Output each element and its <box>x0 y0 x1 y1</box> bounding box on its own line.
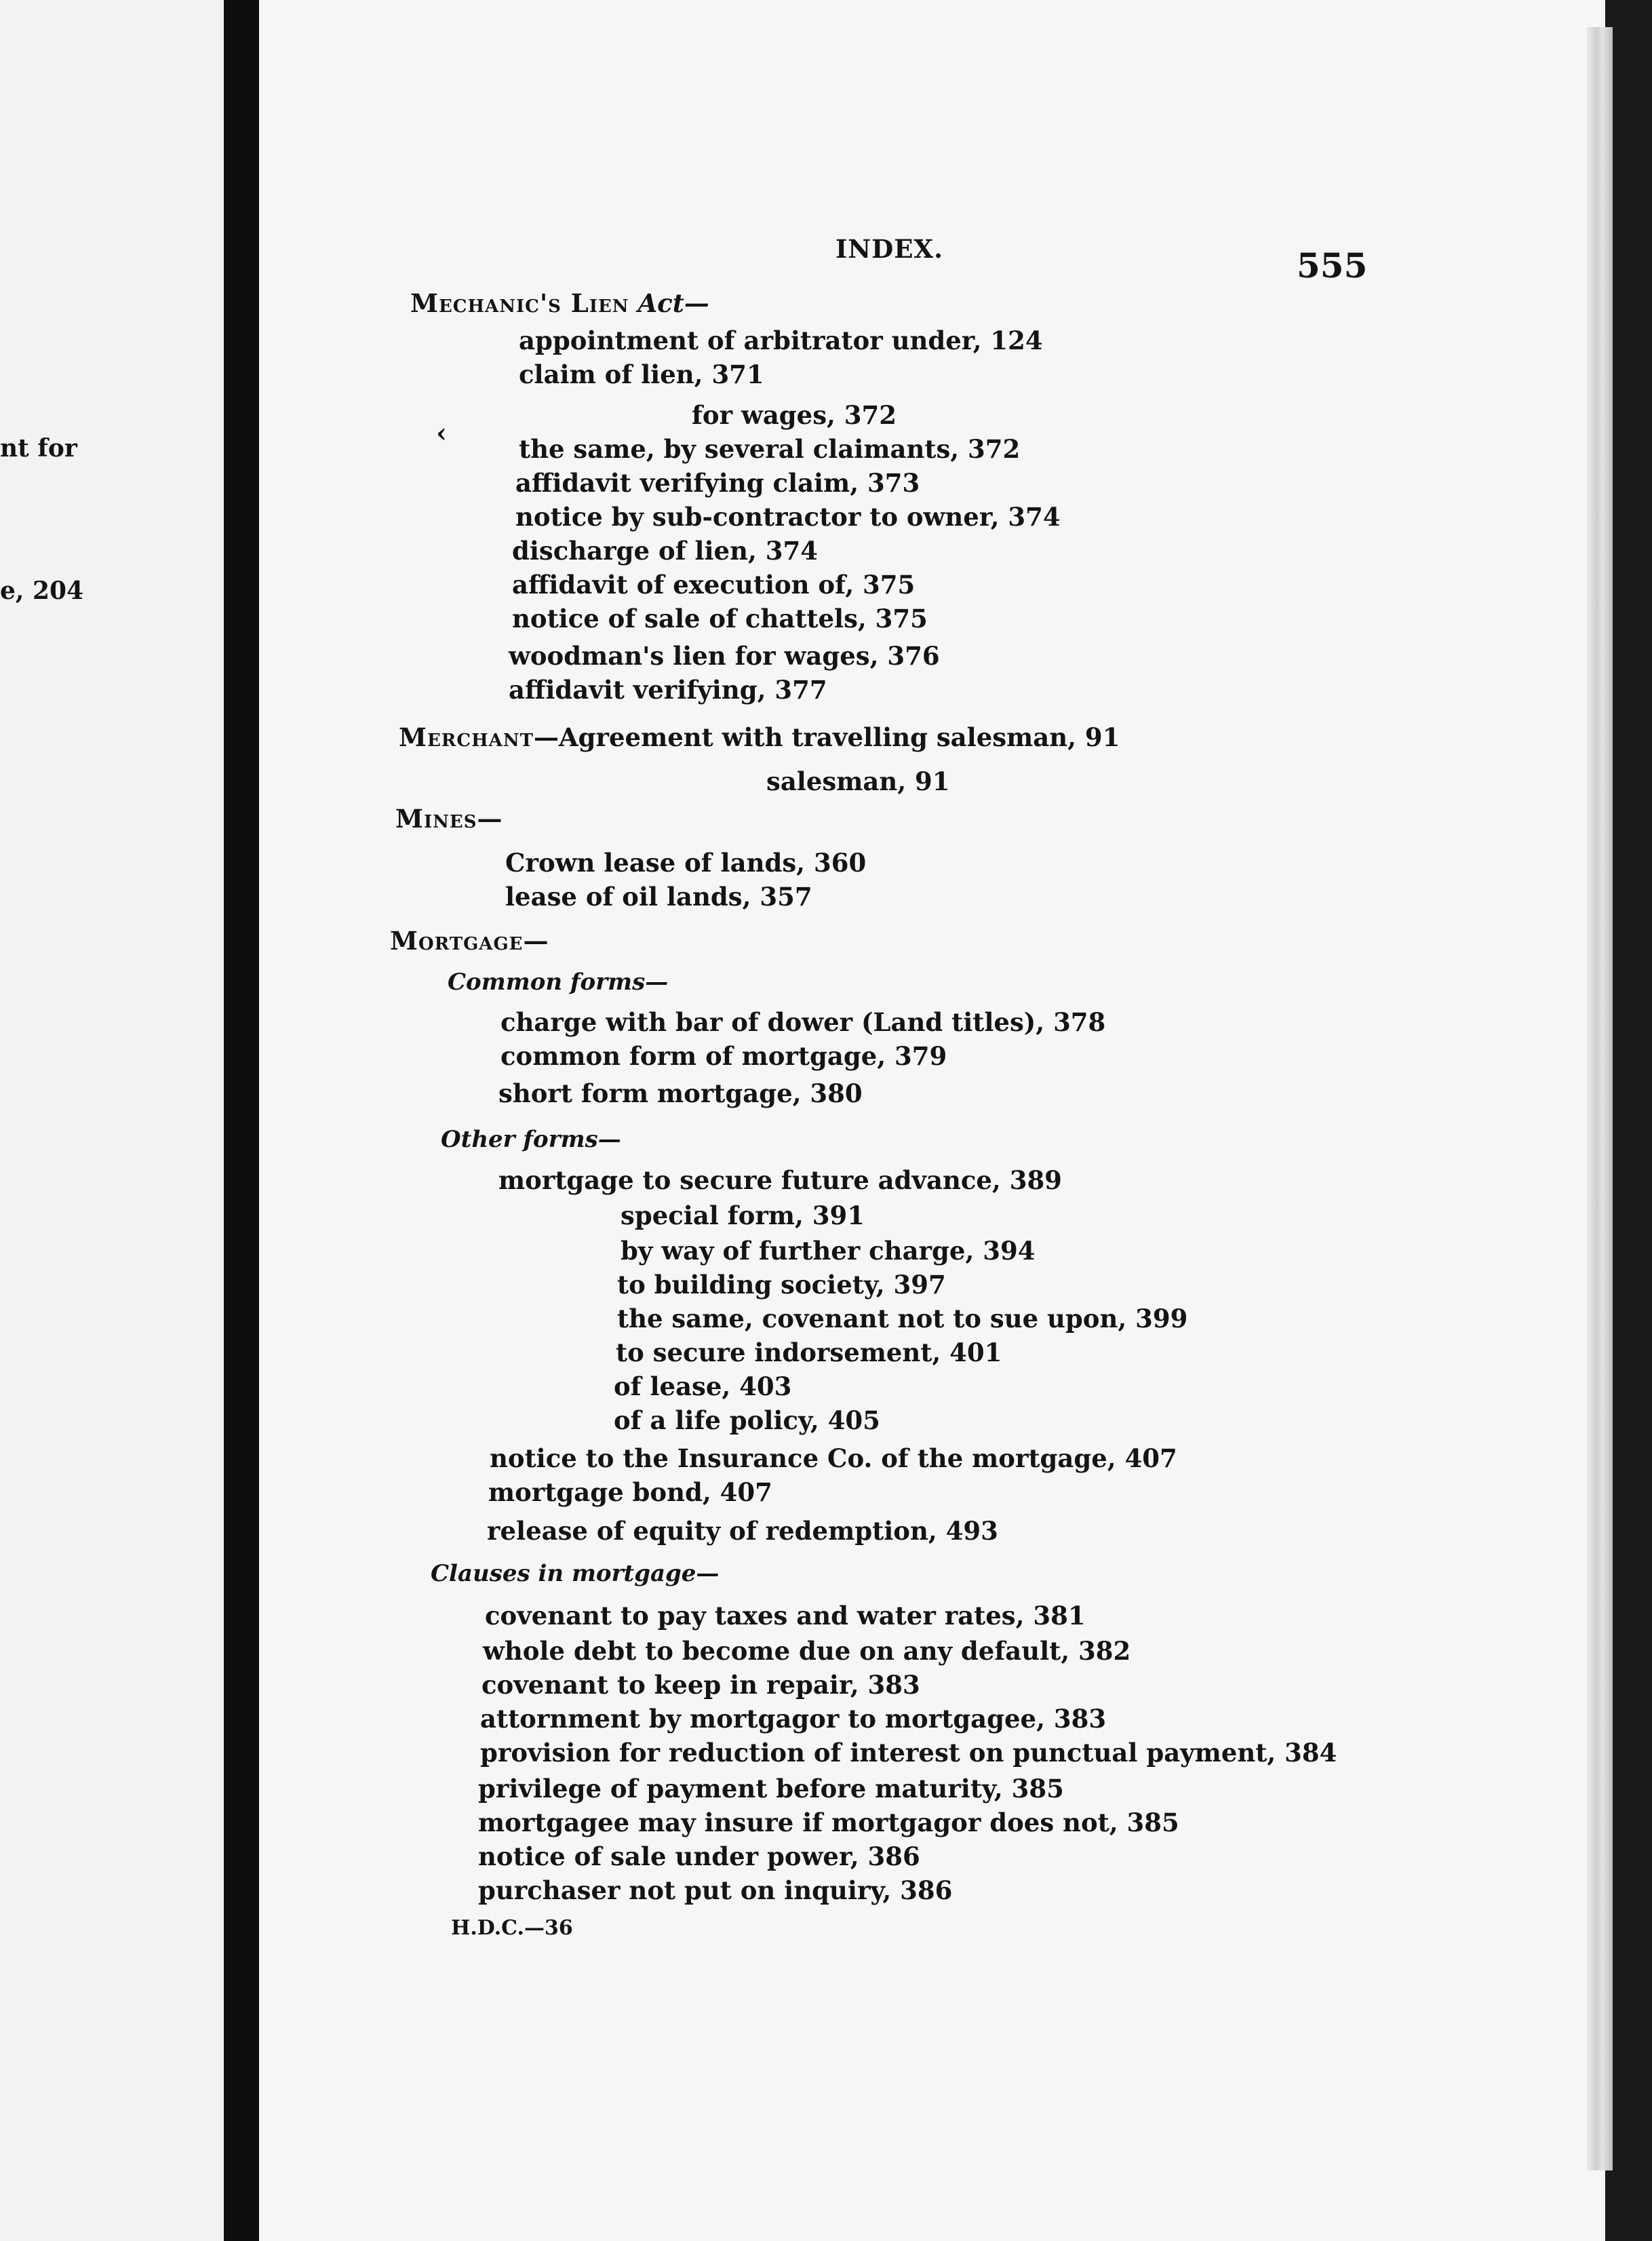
index-subentry: short form mortgage, 380 <box>498 1078 863 1108</box>
index-subentry: privilege of payment before maturity, 385 <box>478 1774 1064 1804</box>
index-subentry: woodman's lien for wages, 376 <box>509 641 940 671</box>
printer-signature: H.D.C.—36 <box>451 1916 573 1940</box>
page-edge <box>1587 27 1613 2170</box>
index-subentry: mortgagee may insure if mortgagor does not, 385 <box>478 1808 1179 1837</box>
index-subheading-other-forms: Other forms— <box>441 1126 621 1153</box>
stray-mark: ‹ <box>436 417 447 449</box>
index-subentry: attornment by mortgagor to mortgagee, 383 <box>480 1704 1107 1734</box>
page-number: 555 <box>1297 246 1368 286</box>
index-subentry: to building society, 397 <box>617 1270 946 1300</box>
index-subheading-clauses: Clauses in mortgage— <box>431 1560 720 1587</box>
left-page-line: e, 204 <box>0 577 84 605</box>
index-subentry: notice to the Insurance Co. of the mortgage, 407 <box>490 1443 1177 1473</box>
index-subentry: covenant to keep in repair, 383 <box>481 1670 920 1700</box>
index-subentry: common form of mortgage, 379 <box>500 1041 947 1071</box>
left-page-line: nt for <box>0 434 77 463</box>
index-subentry: of a life policy, 405 <box>614 1405 880 1435</box>
index-subentry: mortgage bond, 407 <box>488 1477 772 1507</box>
index-subentry: notice of sale under power, 386 <box>478 1841 920 1871</box>
index-subentry: the same, by several claimants, 372 <box>519 434 1021 464</box>
index-subentry: purchaser not put on inquiry, 386 <box>478 1875 953 1905</box>
index-subentry: provision for reduction of interest on punctual payment, 384 <box>480 1738 1337 1768</box>
index-subentry: for wages, 372 <box>692 400 897 430</box>
page-header: INDEX. <box>835 234 944 264</box>
index-subentry: notice by sub-contractor to owner, 374 <box>515 502 1061 532</box>
index-subentry: special form, 391 <box>621 1201 865 1230</box>
index-subentry: Crown lease of lands, 360 <box>505 848 867 878</box>
index-subentry: covenant to pay taxes and water rates, 381 <box>485 1601 1086 1631</box>
index-heading-mechanics-lien: Mechanic's Lien Act— <box>410 288 709 318</box>
index-subentry: lease of oil lands, 357 <box>505 882 812 912</box>
book-gutter <box>224 0 259 2241</box>
index-subentry: by way of further charge, 394 <box>621 1236 1036 1266</box>
index-subentry: claim of lien, 371 <box>519 359 764 389</box>
index-subentry: charge with bar of dower (Land titles), 378 <box>500 1007 1106 1037</box>
index-subentry: affidavit of execution of, 375 <box>512 570 916 600</box>
index-subentry: salesman, 91 <box>766 766 950 796</box>
index-subentry: of lease, 403 <box>614 1371 792 1401</box>
index-subheading-common-forms: Common forms— <box>448 969 669 996</box>
index-subentry: affidavit verifying claim, 373 <box>515 468 920 498</box>
index-subentry: affidavit verifying, 377 <box>509 675 827 705</box>
index-subentry: discharge of lien, 374 <box>512 536 818 566</box>
index-subentry: release of equity of redemption, 493 <box>487 1516 998 1546</box>
index-subentry: the same, covenant not to sue upon, 399 <box>617 1304 1188 1333</box>
index-subentry: appointment of arbitrator under, 124 <box>519 326 1043 355</box>
index-subentry: whole debt to become due on any default, 382 <box>483 1636 1131 1666</box>
index-subentry: mortgage to secure future advance, 389 <box>498 1165 1062 1195</box>
index-heading-mines: Mines— <box>395 804 503 834</box>
index-subentry: to secure indorsement, 401 <box>616 1338 1002 1367</box>
left-facing-page <box>0 0 224 2241</box>
index-heading-mortgage: Mortgage— <box>390 926 549 956</box>
index-subentry: notice of sale of chattels, 375 <box>512 604 928 634</box>
index-heading-merchant: Merchant—Agreement with travelling salesman, 91 <box>399 722 1120 752</box>
